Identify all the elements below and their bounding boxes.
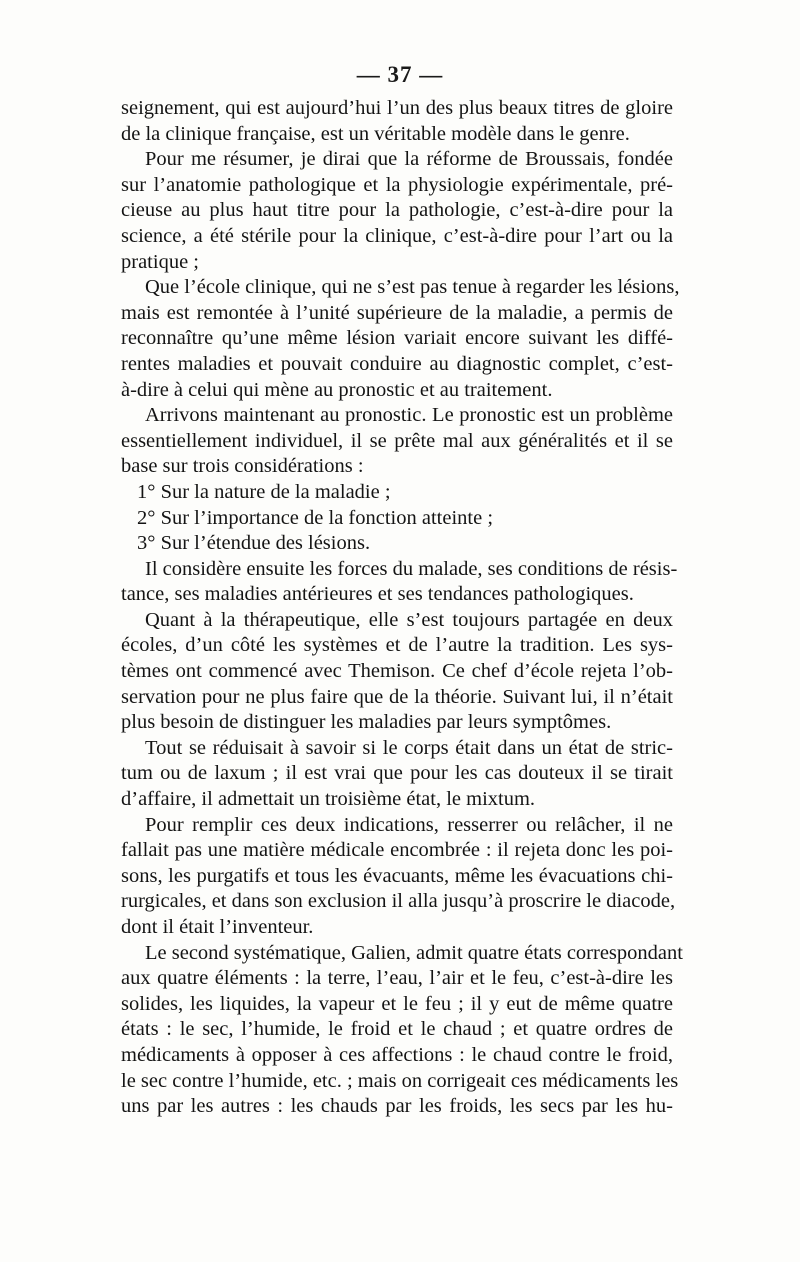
text-line: science, a été stérile pour la clinique, c’est-à-dire pour l’art ou la <box>121 224 673 247</box>
text-line: de la clinique française, est un véritable modèle dans le genre. <box>121 122 630 145</box>
text-line: aux quatre éléments : la terre, l’eau, l’air et le feu, c’est-à-dire les <box>121 967 673 990</box>
text-line: le sec contre l’humide, etc. ; mais on corrigeait ces médicaments les <box>121 1069 679 1092</box>
text-line: sur l’anatomie pathologique et la physiologie expérimentale, pré- <box>121 173 673 196</box>
page-number: — 37 — <box>356 62 444 87</box>
text-line: d’affaire, il admettait un troisième état, le mixtum. <box>121 788 536 811</box>
text-line: rentes maladies et pouvait conduire au diagnostic complet, c’est- <box>121 352 673 375</box>
text-line: Arrivons maintenant au pronostic. Le pronostic est un problème <box>145 404 673 427</box>
text-line: plus besoin de distinguer les maladies par leurs symptômes. <box>121 711 612 734</box>
list-item: 2° Sur l’importance de la fonction atteinte ; <box>137 506 494 529</box>
text-line: Que l’école clinique, qui ne s’est pas tenue à regarder les lésions, <box>145 276 680 299</box>
text-line: uns par les autres : les chauds par les froids, les secs par les hu- <box>121 1095 673 1118</box>
text-line: reconnaître qu’une même lésion variait encore suivant les diffé- <box>121 327 673 350</box>
text-line: rurgicales, et dans son exclusion il alla jusqu’à proscrire le diacode, <box>121 890 676 913</box>
list-item: 3° Sur l’étendue des lésions. <box>137 532 371 555</box>
body-text <box>121 96 683 1120</box>
text-line: états : le sec, l’humide, le froid et le chaud ; et quatre ordres de <box>121 1018 673 1041</box>
text-line: pratique ; <box>121 250 199 273</box>
text-line: Pour remplir ces deux indications, resserrer ou relâcher, il ne <box>145 813 673 836</box>
text-line: essentiellement individuel, il se prête mal aux généralités et il se <box>121 429 673 452</box>
text-line: tèmes ont commencé avec Themison. Ce chef d’école rejeta l’ob- <box>121 660 673 683</box>
text-line: Pour me résumer, je dirai que la réforme de Broussais, fondée <box>145 148 673 171</box>
text-line: tance, ses maladies antérieures et ses tendances pathologiques. <box>121 583 634 606</box>
text-line: servation pour ne plus faire que de la théorie. Suivant lui, il n’était <box>121 685 673 708</box>
text-line: médicaments à opposer à ces affections : le chaud contre le froid, <box>121 1043 673 1066</box>
text-line: Quant à la thérapeutique, elle s’est toujours partagée en deux <box>145 608 673 631</box>
text-line: mais est remontée à l’unité supérieure de la maladie, a permis de <box>121 301 673 324</box>
text-line: Le second systématique, Galien, admit quatre états correspondant <box>145 941 683 964</box>
text-line: Il considère ensuite les forces du malade, ses conditions de résis- <box>145 557 678 580</box>
text-line: tum ou de laxum ; il est vrai que pour les cas douteux il se tirait <box>121 762 673 785</box>
list-item: 1° Sur la nature de la maladie ; <box>137 480 391 503</box>
text-line: fallait pas une matière médicale encombrée : il rejeta donc les poi- <box>121 839 673 862</box>
text-line: base sur trois considérations : <box>121 455 364 478</box>
text-line: Tout se réduisait à savoir si le corps était dans un état de stric- <box>145 736 673 759</box>
text-line: sons, les purgatifs et tous les évacuants, même les évacuations chi- <box>121 864 673 887</box>
text-line: solides, les liquides, la vapeur et le feu ; il y eut de même quatre <box>121 992 673 1015</box>
text-line: cieuse au plus haut titre pour la pathologie, c’est-à-dire pour la <box>121 199 673 222</box>
text-line: écoles, d’un côté les systèmes et de l’autre la tradition. Les sys- <box>121 634 673 657</box>
text-line: seignement, qui est aujourd’hui l’un des plus beaux titres de gloire <box>121 97 673 119</box>
text-line: dont il était l’inventeur. <box>121 916 314 938</box>
text-line: à-dire à celui qui mène au pronostic et au traitement. <box>121 378 553 401</box>
